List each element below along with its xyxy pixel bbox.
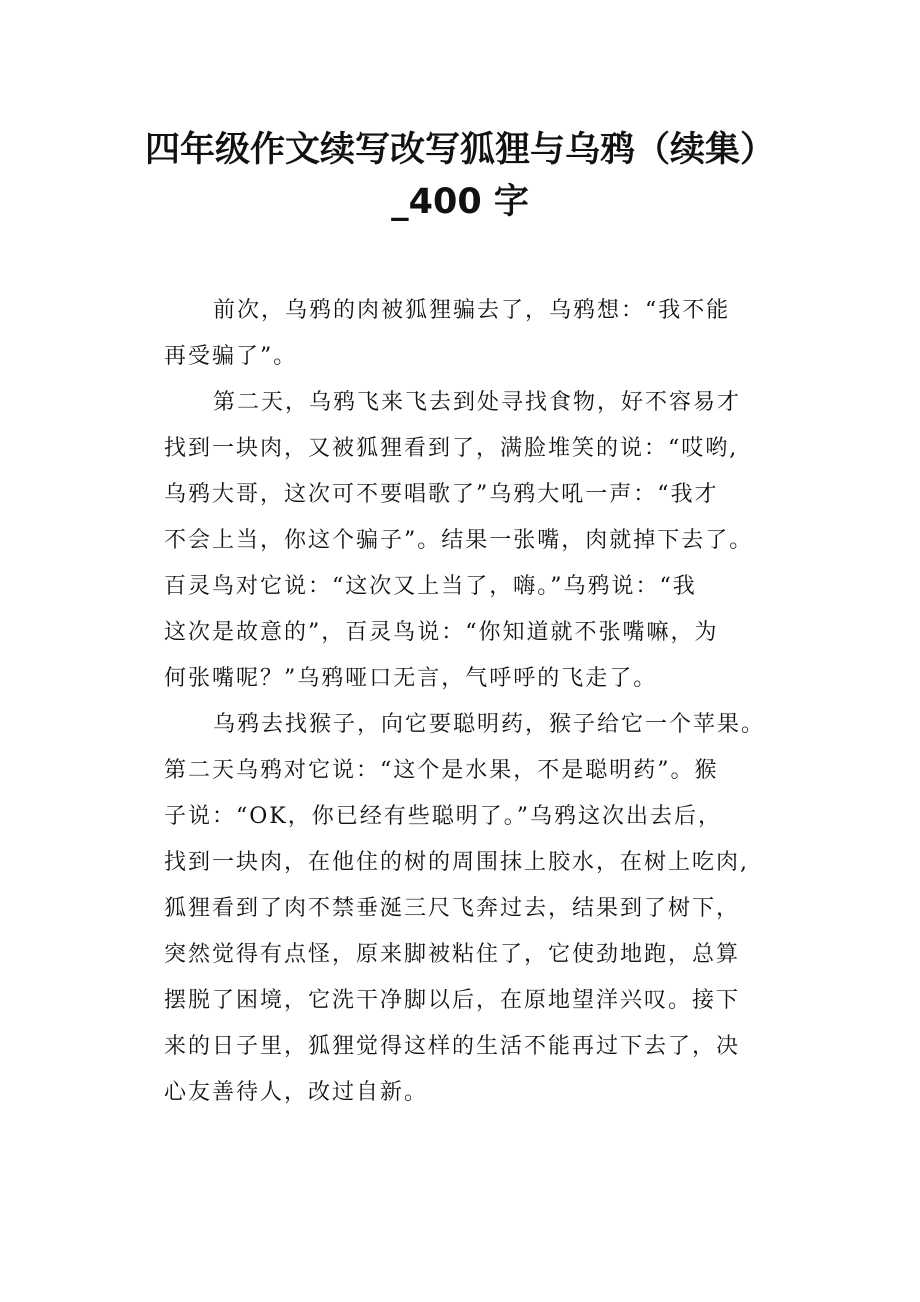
text-line: 何张嘴呢？”乌鸦哑口无言，气呼呼的飞走了。 <box>164 666 658 691</box>
text-line: 心友善待人，改过自新。 <box>164 1080 429 1105</box>
text-line: 找到一块肉，又被狐狸看到了，满脸堆笑的说：“哎哟, <box>164 436 739 461</box>
text-line: 狐狸看到了肉不禁垂涎三尺飞奔过去，结果到了树下， <box>164 896 741 921</box>
paragraph-2 <box>164 380 784 702</box>
text-line: 摆脱了困境，它洗干净脚以后，在原地望洋兴叹。接下 <box>164 988 741 1013</box>
page-title <box>130 124 790 228</box>
text-line: 乌鸦大哥，这次可不要唱歌了”乌鸦大吼一声：“我才 <box>164 482 719 507</box>
text-line: 找到一块肉，在他住的树的周围抹上胶水，在树上吃肉, <box>164 850 749 875</box>
text-line: 再受骗了”。 <box>164 344 298 369</box>
text-line: 第二天，乌鸦飞来飞去到处寻找食物，好不容易才 <box>213 390 742 415</box>
text-line: 前次，乌鸦的肉被狐狸骗去了，乌鸦想：“我不能 <box>213 298 731 323</box>
paragraph-3 <box>164 702 784 1116</box>
text-line: 子说：“OK，你已经有些聪明了。”乌鸦这次出去后， <box>164 804 722 829</box>
text-line: 这次是故意的”，百灵鸟说：“你知道就不张嘴嘛，为 <box>164 620 719 645</box>
text-line: 第二天乌鸦对它说：“这个是水果，不是聪明药”。猴 <box>164 758 719 783</box>
title-line-1: 四年级作文续写改写狐狸与乌鸦（续集） <box>144 130 775 170</box>
paragraph-1 <box>164 288 784 380</box>
text-line: 来的日子里，狐狸觉得这样的生活不能再过下去了，决 <box>164 1034 741 1059</box>
text-line: 百灵鸟对它说：“这次又上当了，嗨。”乌鸦说：“我 <box>164 574 697 599</box>
title-line-2: _400 字 <box>391 182 529 222</box>
text-line: 突然觉得有点怪，原来脚被粘住了，它使劲地跑，总算 <box>164 942 741 967</box>
article-body <box>164 288 784 1116</box>
text-line: 乌鸦去找猴子，向它要聪明药，猴子给它一个苹果。 <box>213 712 766 737</box>
text-line: 不会上当，你这个骗子”。结果一张嘴，肉就掉下去了。 <box>164 528 754 553</box>
